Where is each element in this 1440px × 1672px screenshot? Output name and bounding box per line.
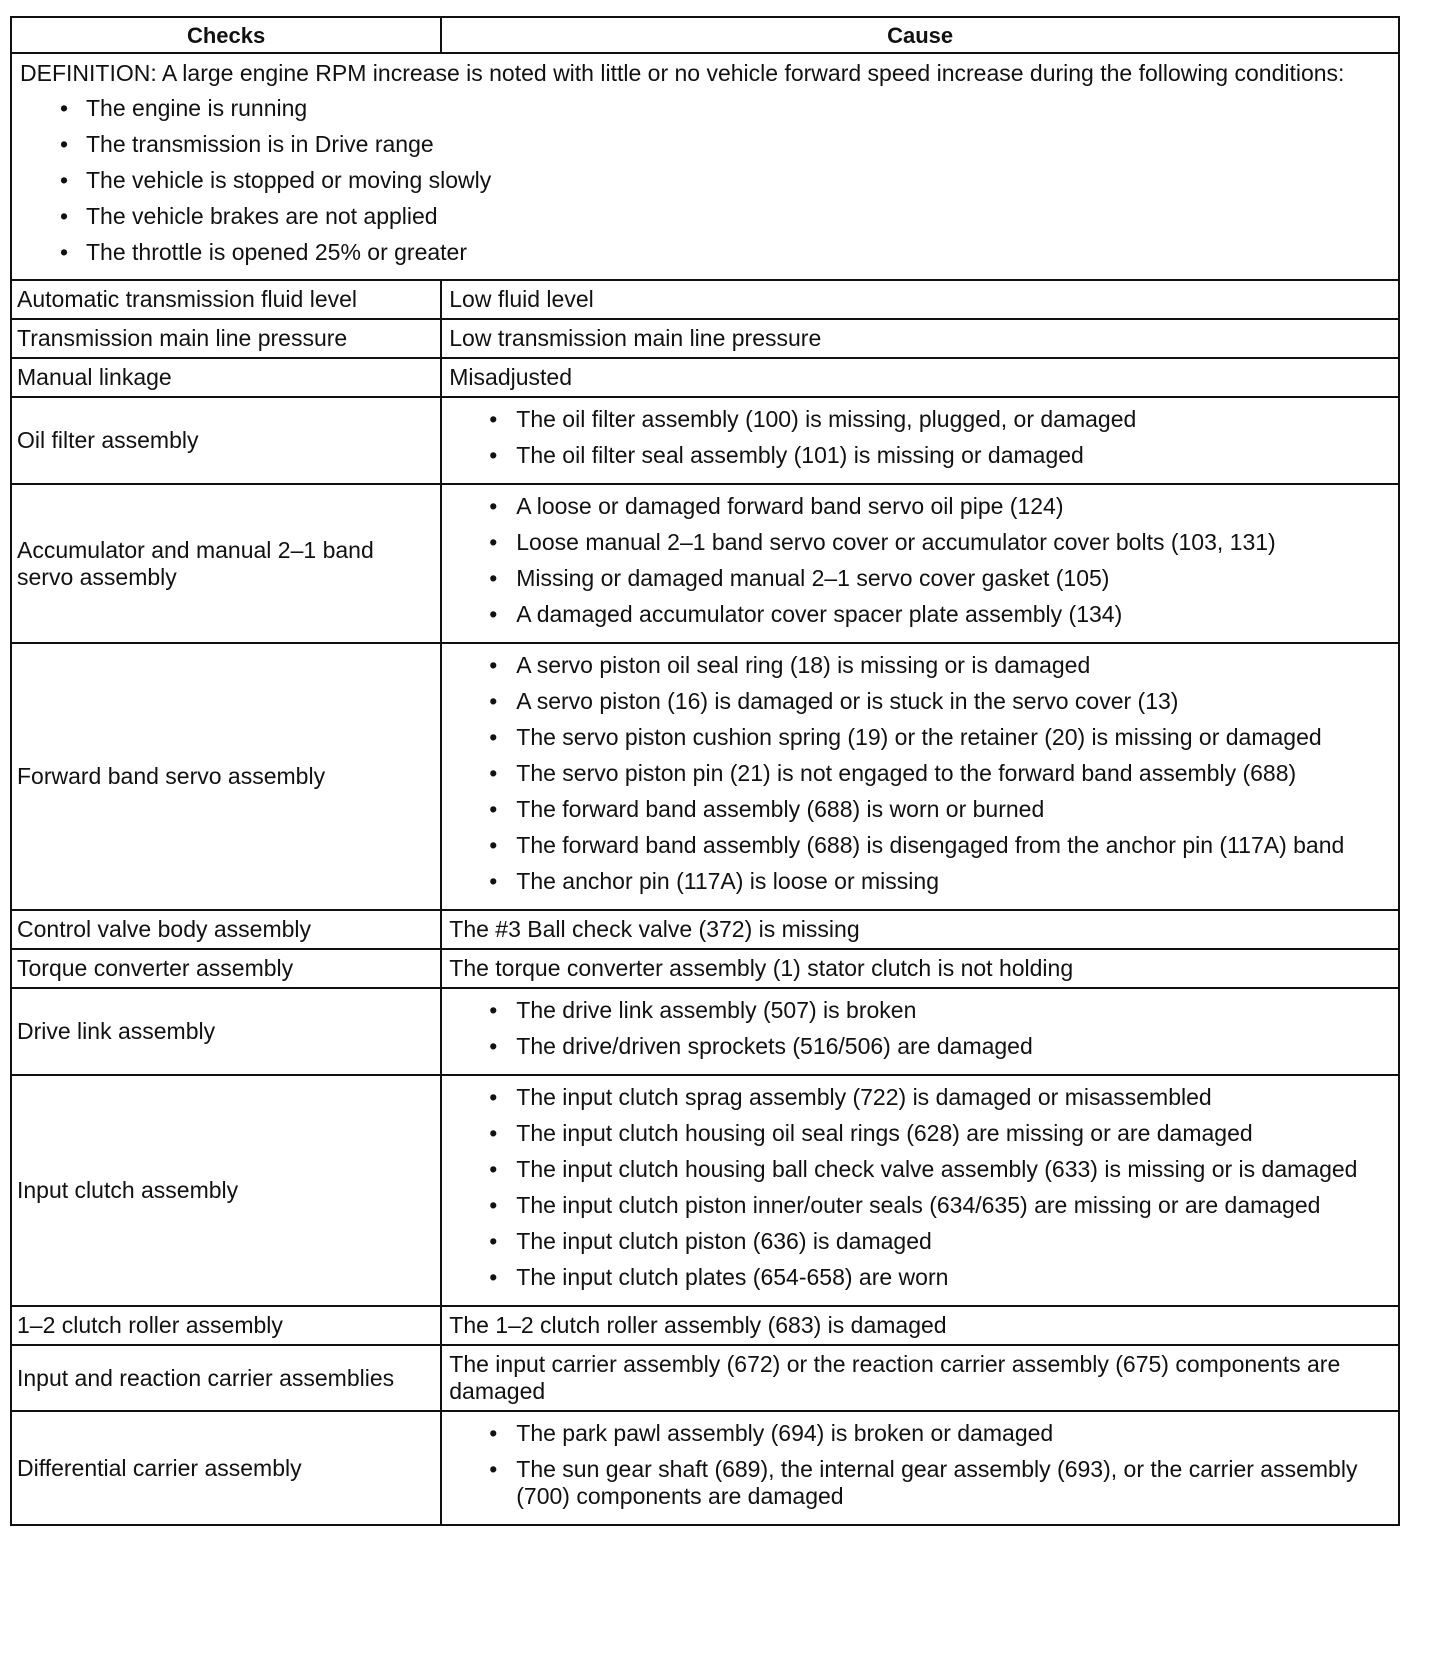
check-cell: Control valve body assembly [11, 910, 441, 949]
check-cell: Accumulator and manual 2–1 band servo assembly [11, 484, 441, 643]
cause-item: • The drive/driven sprockets (516/506) are damaged [449, 1033, 1392, 1060]
table-row [11, 1411, 1399, 1525]
check-cell: Differential carrier assembly [11, 1411, 441, 1525]
condition-item: • The throttle is opened 25% or greater [20, 239, 1390, 266]
check-cell: Manual linkage [11, 358, 441, 397]
cause-item: • A loose or damaged forward band servo oil pipe (124) [449, 493, 1392, 520]
condition-list [20, 95, 1390, 266]
cause-cell: Misadjusted [441, 358, 1399, 397]
table-row [11, 358, 1399, 397]
cause-cell [441, 397, 1399, 484]
check-cell: Forward band servo assembly [11, 643, 441, 910]
cause-item: • Loose manual 2–1 band servo cover or accumulator cover bolts (103, 131) [449, 529, 1392, 556]
table-row [11, 484, 1399, 643]
check-cell: 1–2 clutch roller assembly [11, 1306, 441, 1345]
definition-text: DEFINITION: A large engine RPM increase is noted with little or no vehicle forward speed increase during the following conditions: [20, 60, 1345, 86]
definition-row [11, 53, 1399, 280]
table-row [11, 397, 1399, 484]
cause-item: • The input clutch piston inner/outer seals (634/635) are missing or are damaged [449, 1192, 1392, 1219]
check-cell: Input and reaction carrier assemblies [11, 1345, 441, 1411]
check-cell: Torque converter assembly [11, 949, 441, 988]
cause-cell [441, 1411, 1399, 1525]
cause-item: • The input clutch sprag assembly (722) is damaged or misassembled [449, 1084, 1392, 1111]
table-row [11, 643, 1399, 910]
cause-item: • The input clutch housing ball check valve assembly (633) is missing or is damaged [449, 1156, 1392, 1183]
cause-item: • The forward band assembly (688) is worn or burned [449, 796, 1392, 823]
cause-cell [441, 1075, 1399, 1306]
cause-list [449, 1084, 1392, 1291]
cause-item: • The servo piston cushion spring (19) or the retainer (20) is missing or damaged [449, 724, 1392, 751]
table-row [11, 1306, 1399, 1345]
cause-cell: The 1–2 clutch roller assembly (683) is damaged [441, 1306, 1399, 1345]
cause-item: • Missing or damaged manual 2–1 servo cover gasket (105) [449, 565, 1392, 592]
cause-item: • The park pawl assembly (694) is broken or damaged [449, 1420, 1392, 1447]
check-cell: Automatic transmission fluid level [11, 280, 441, 319]
check-cell: Oil filter assembly [11, 397, 441, 484]
cause-list [449, 1420, 1392, 1510]
cause-item: • A servo piston oil seal ring (18) is missing or is damaged [449, 652, 1392, 679]
diagnostic-table [10, 16, 1400, 1526]
diagnostic-table-page [10, 16, 1400, 1526]
cause-cell: The torque converter assembly (1) stator clutch is not holding [441, 949, 1399, 988]
condition-item: • The transmission is in Drive range [20, 131, 1390, 158]
cause-list [449, 493, 1392, 628]
cause-item: • The input clutch housing oil seal rings (628) are missing or are damaged [449, 1120, 1392, 1147]
table-row [11, 319, 1399, 358]
cause-header: Cause [441, 17, 1399, 53]
table-row [11, 988, 1399, 1075]
table-row [11, 280, 1399, 319]
definition-cell [11, 53, 1399, 280]
cause-item: • A servo piston (16) is damaged or is stuck in the servo cover (13) [449, 688, 1392, 715]
cause-item: • The oil filter seal assembly (101) is missing or damaged [449, 442, 1392, 469]
cause-item: • A damaged accumulator cover spacer plate assembly (134) [449, 601, 1392, 628]
cause-item: • The forward band assembly (688) is disengaged from the anchor pin (117A) band [449, 832, 1392, 859]
table-row [11, 910, 1399, 949]
table-row [11, 1345, 1399, 1411]
cause-item: • The input clutch piston (636) is damaged [449, 1228, 1392, 1255]
header-row [11, 17, 1399, 53]
cause-item: • The anchor pin (117A) is loose or missing [449, 868, 1392, 895]
cause-list [449, 997, 1392, 1060]
condition-item: • The vehicle is stopped or moving slowly [20, 167, 1390, 194]
cause-item: • The oil filter assembly (100) is missing, plugged, or damaged [449, 406, 1392, 433]
table-row [11, 949, 1399, 988]
cause-item: • The drive link assembly (507) is broken [449, 997, 1392, 1024]
cause-cell: Low fluid level [441, 280, 1399, 319]
cause-item: • The input clutch plates (654-658) are worn [449, 1264, 1392, 1291]
check-cell: Input clutch assembly [11, 1075, 441, 1306]
checks-header: Checks [11, 17, 441, 53]
cause-cell [441, 643, 1399, 910]
cause-list [449, 652, 1392, 895]
cause-cell: The input carrier assembly (672) or the reaction carrier assembly (675) components are damaged [441, 1345, 1399, 1411]
cause-cell [441, 988, 1399, 1075]
cause-list [449, 406, 1392, 469]
cause-cell: The #3 Ball check valve (372) is missing [441, 910, 1399, 949]
cause-item: • The sun gear shaft (689), the internal gear assembly (693), or the carrier assembly (700) components are damaged [449, 1456, 1392, 1510]
table-row [11, 1075, 1399, 1306]
condition-item: • The engine is running [20, 95, 1390, 122]
cause-cell [441, 484, 1399, 643]
cause-cell: Low transmission main line pressure [441, 319, 1399, 358]
check-cell: Drive link assembly [11, 988, 441, 1075]
check-cell: Transmission main line pressure [11, 319, 441, 358]
condition-item: • The vehicle brakes are not applied [20, 203, 1390, 230]
cause-item: • The servo piston pin (21) is not engaged to the forward band assembly (688) [449, 760, 1392, 787]
